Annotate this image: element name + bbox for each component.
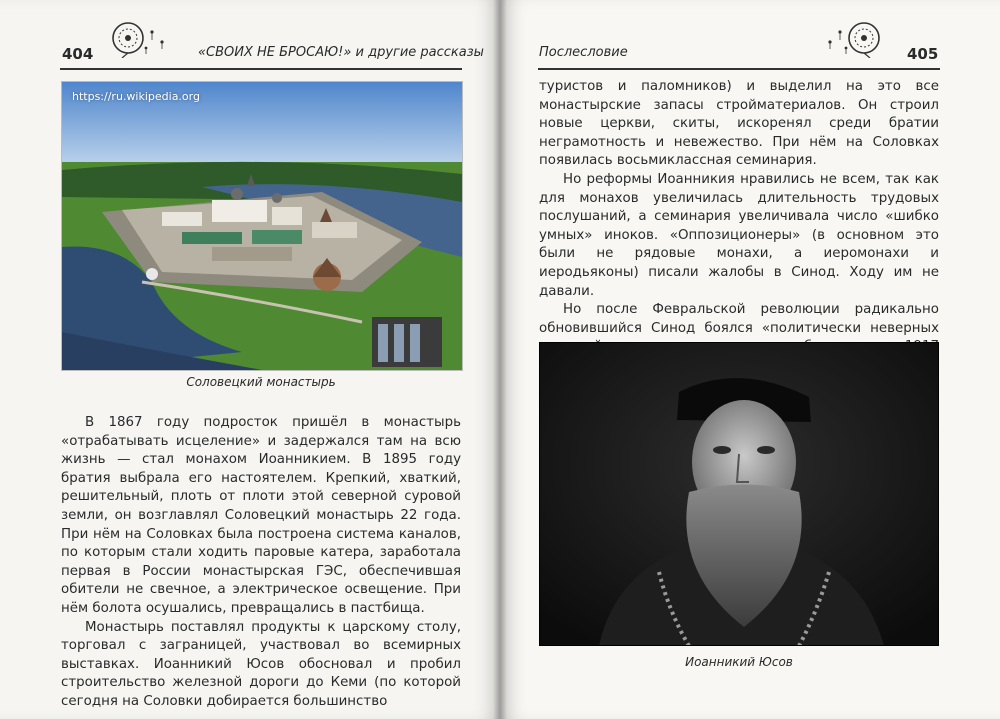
- paragraph: Но реформы Иоанникия нравились не всем, так как для монахов увеличилась длительность трудовых послушаний, а семинария увеличивала число «шибко умных» иноков. «Оппозиционеры» (в основном это были не рядовые монахи, а иеромонахи и иеродьяконы) писали жалобы в Синод. Ходу им не давали.: [539, 171, 939, 299]
- left-header-rule: [60, 68, 462, 70]
- dandelion-logo-icon: [820, 18, 884, 58]
- paragraph: В 1867 году подросток пришёл в монастырь «отрабатывать исцеление» и задержался там на всю жизнь — стал монахом Иоанникием. В 1895 году братия выбрала его настоятелем. Крепкий, хваткий, решительный, плоть от плоти этой северной суровой земли, он возглавлял Соловецкий монастырь 22 года. При нём на Соловках была построена система каналов, по которым стали ходить паровые катера, заработала первая в России монастырская ГЭС, обеспечившая обители не свечное, а электрическое освещение. При нём болота осушались, превращались в пастбища.: [61, 415, 461, 616]
- portrait-caption: Иоанникий Юсов: [685, 655, 793, 669]
- right-running-header: Послесловие: [539, 45, 628, 60]
- monastery-photo: [61, 81, 463, 371]
- right-header-rule: [538, 68, 940, 70]
- portrait-image: [539, 342, 939, 646]
- left-body-text: [61, 414, 461, 712]
- monastery-aerial-image: [62, 82, 462, 370]
- left-page-number: 404: [62, 45, 94, 63]
- paragraph: туристов и паломников) и выделил на это все монастырские запасы стройматериалов. Он строил новые церкви, скиты, искоренял среди братии неграмотность и невежество. При нём на Соловках появилась восьмиклассная семинария.: [539, 79, 939, 169]
- book-spine: [493, 0, 507, 719]
- portrait-photo: [539, 342, 939, 646]
- paragraph: Но после Февральской революции радикально обновившийся Синод боялся «политически неверных: [539, 302, 939, 336]
- dandelion-logo-icon: [108, 18, 172, 58]
- left-running-header: «СВОИХ НЕ БРОСАЮ!» и другие рассказы: [198, 45, 484, 60]
- photo-watermark: https://ru.wikipedia.org: [72, 90, 200, 103]
- paragraph: Монастырь поставлял продукты к царскому столу, торговал с заграницей, участвовал во всемирных выставках. Иоанникий Юсов обосновал и пробил строительство железной дороги до Кеми (по которой сегодня на Соловки добирается большинство: [61, 619, 461, 709]
- monastery-caption: Соловецкий монастырь: [186, 375, 336, 389]
- right-page-number: 405: [907, 45, 939, 63]
